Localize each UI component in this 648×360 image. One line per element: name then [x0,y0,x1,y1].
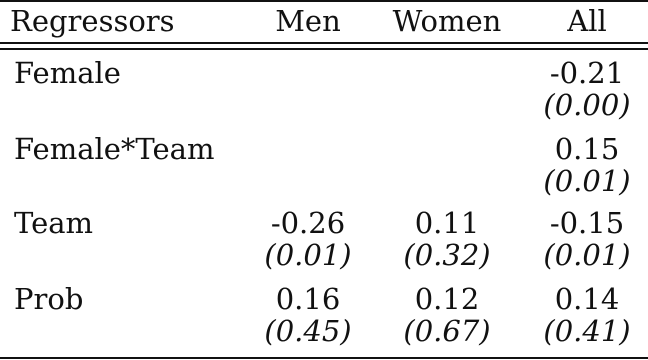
bottom-rule [0,357,648,359]
prob-men-coef: 0.16 [275,282,341,316]
prob-women-coef: 0.12 [414,282,480,316]
header-regressors: Regressors [10,4,175,38]
header-rule-upper [0,42,648,44]
female-team-all-coef: 0.15 [554,132,620,166]
prob-women-pval: (0.67) [403,314,491,348]
top-rule [0,0,648,2]
team-all-pval: (0.01) [543,238,631,272]
female-team-all-pval: (0.01) [543,164,631,198]
team-women-coef: 0.11 [414,206,480,240]
team-women-pval: (0.32) [403,238,491,272]
row-label-female: Female [14,56,121,90]
row-label-team: Team [14,206,94,240]
header-all: All [567,4,607,38]
header-rule-lower [0,48,648,50]
header-men: Men [275,4,341,38]
prob-all-coef: 0.14 [554,282,620,316]
row-label-female-team: Female*Team [14,132,215,166]
prob-men-pval: (0.45) [264,314,352,348]
team-men-coef: -0.26 [270,206,346,240]
header-women: Women [392,4,502,38]
female-all-coef: -0.21 [549,56,625,90]
female-all-pval: (0.00) [543,88,631,122]
team-all-coef: -0.15 [549,206,625,240]
team-men-pval: (0.01) [264,238,352,272]
prob-all-pval: (0.41) [543,314,631,348]
row-label-prob: Prob [14,282,84,316]
